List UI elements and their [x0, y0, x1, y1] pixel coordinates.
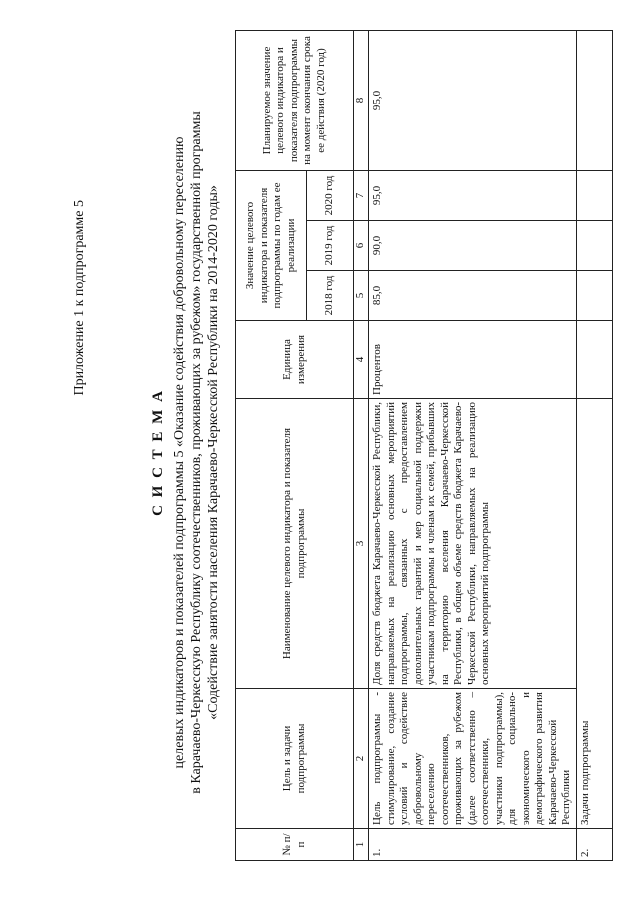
col-number: 1 — [354, 829, 369, 861]
empty-cell — [576, 271, 612, 321]
header-num: № п/п — [236, 829, 354, 861]
row-indicator: Доля средств бюджета Карачаево-Черкесской Республики, направляемых на реализацию основных мероприятий подпрограммы, связанных с предоставлением дополнительных гарантий и мер социальной поддержки участникам подпрограммы и членам их семей, прибывших на территорию вселения Карачаево-Черкесской Республики, в общем объеме средств бюджета Карачаево-Черкесской Республики, направляемых на реализацию основных мероприятий подпрограммы — [369, 399, 577, 689]
title-line: «Содействие занятости населения Карачаево-Черкесской Республики на 2014-2020 годы» — [206, 185, 221, 720]
row-num: 2. — [576, 829, 612, 861]
title-heading: С И С Т Е М А — [150, 389, 166, 516]
indicators-table — [235, 30, 613, 861]
row-goal: Цель подпрограммы - стимулирование, создание условий и содействие добровольному переселению соотечественников, проживающих за рубежом (далее соответственно – соотечественники, участники подпрограммы), для социально-экономического и демографического развития Карачаево-Черкесской Республики — [369, 689, 577, 829]
header-planned: Планируемое значение целевого индикатора и показателя подпрограммы на момент окончания срока ее действия (2020 год) — [236, 31, 354, 171]
row-unit: Процентов — [369, 321, 577, 399]
col-number: 3 — [354, 399, 369, 689]
row-goal: Задачи подпрограммы — [576, 399, 612, 829]
col-number: 8 — [354, 31, 369, 171]
header-year-2019: 2019 год — [307, 221, 354, 271]
table-row — [576, 31, 612, 861]
header-values: Значение целевого индикатора и показателя подпрограммы по годам ее реализации — [236, 171, 307, 321]
row-value-2019: 90,0 — [369, 221, 577, 271]
empty-cell — [576, 321, 612, 399]
col-number: 2 — [354, 689, 369, 829]
row-value-2018: 85,0 — [369, 271, 577, 321]
col-number: 4 — [354, 321, 369, 399]
row-planned: 95,0 — [369, 31, 577, 171]
header-year-2018: 2018 год — [307, 271, 354, 321]
col-number: 7 — [354, 171, 369, 221]
header-unit: Единица измерения — [236, 321, 354, 399]
empty-cell — [576, 221, 612, 271]
col-number: 5 — [354, 271, 369, 321]
empty-cell — [576, 171, 612, 221]
header-goal: Цель и задачи подпрограммы — [236, 689, 354, 829]
row-value-2020: 95,0 — [369, 171, 577, 221]
title-line: целевых индикаторов и показателей подпрограммы 5 «Оказание содействия добровольному переселению — [172, 136, 187, 769]
col-number: 6 — [354, 221, 369, 271]
document-title — [150, 0, 222, 905]
row-num: 1. — [369, 829, 577, 861]
annex-label: Приложение 1 к подпрограмме 5 — [72, 200, 87, 396]
empty-cell — [576, 31, 612, 171]
header-indicator: Наименование целевого индикатора и показателя подпрограммы — [236, 399, 354, 689]
title-line: в Карачаево-Черкесскую Республику соотечественников, проживающих за рубежом» государственной программы — [189, 111, 204, 794]
header-year-2020: 2020 год — [307, 171, 354, 221]
table-row — [369, 31, 577, 861]
